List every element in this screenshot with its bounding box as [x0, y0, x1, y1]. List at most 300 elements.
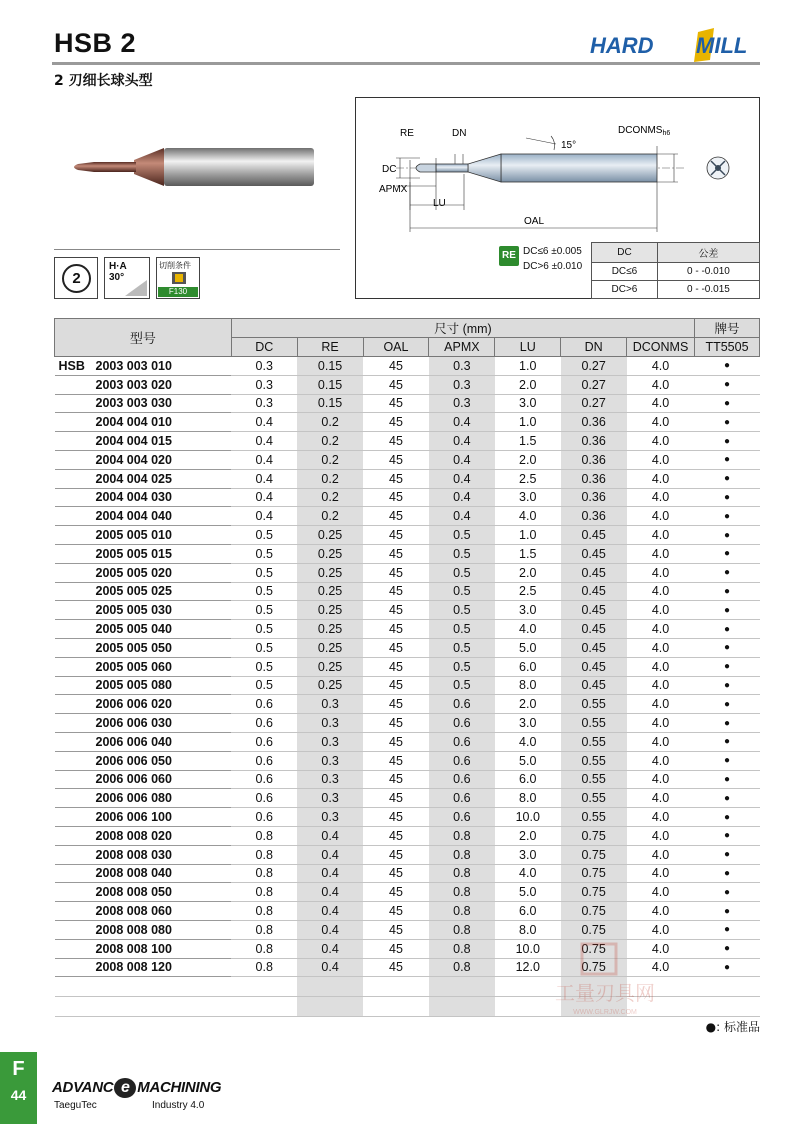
re-tolerance-cond: DC>6 — [523, 261, 549, 272]
flute-count-icon — [54, 257, 98, 299]
grade-availability-mark: ● — [695, 902, 760, 921]
re-cell: 0.4 — [297, 920, 363, 939]
dimensions-header: 尺寸 (mm) — [231, 319, 694, 338]
apmx-cell: 0.8 — [429, 939, 495, 958]
dc-cell: 0.8 — [231, 958, 297, 977]
dc-tolerance-table — [591, 242, 760, 299]
column-header-apmx: APMX — [429, 338, 495, 357]
dn-cell: 0.36 — [561, 413, 627, 432]
dc-cell: 0.5 — [231, 544, 297, 563]
table-row — [55, 469, 760, 488]
model-prefix: HSB — [58, 358, 85, 373]
dc-cell: 0.5 — [231, 620, 297, 639]
dconms-cell: 4.0 — [627, 375, 695, 394]
dn-cell: 0.45 — [561, 657, 627, 676]
lu-cell: 12.0 — [495, 958, 561, 977]
table-row — [55, 676, 760, 695]
label-angle: 15° — [561, 140, 577, 151]
dn-cell: 0.36 — [561, 488, 627, 507]
re-cell: 0.3 — [297, 751, 363, 770]
oal-cell: 45 — [363, 488, 429, 507]
dc-cell: 0.5 — [231, 638, 297, 657]
model-cell — [55, 526, 232, 545]
oal-cell: 45 — [363, 507, 429, 526]
footer-company: TaeguTec — [54, 1100, 97, 1111]
dconms-cell: 4.0 — [627, 582, 695, 601]
dconms-cell: 4.0 — [627, 357, 695, 376]
dconms-cell: 4.0 — [627, 695, 695, 714]
lu-cell: 6.0 — [495, 657, 561, 676]
dc-cell: 0.8 — [231, 920, 297, 939]
lu-cell: 4.0 — [495, 732, 561, 751]
grade-availability-mark: ● — [695, 770, 760, 789]
apmx-cell: 0.6 — [429, 789, 495, 808]
oal-cell: 45 — [363, 544, 429, 563]
dconms-cell: 4.0 — [627, 488, 695, 507]
model-code: 2006 006 100 — [95, 810, 172, 825]
page-section-letter: F — [12, 1058, 25, 1080]
dconms-cell: 4.0 — [627, 920, 695, 939]
lu-cell: 1.5 — [495, 544, 561, 563]
apmx-cell: 0.6 — [429, 751, 495, 770]
label-apmx: APMX — [379, 184, 408, 195]
table-row — [55, 544, 760, 563]
oal-cell: 45 — [363, 902, 429, 921]
dconms-cell: 4.0 — [627, 601, 695, 620]
model-cell — [55, 714, 232, 733]
re-cell: 0.2 — [297, 507, 363, 526]
dc-tolerance-cond: DC>6 — [592, 281, 658, 299]
lu-cell: 6.0 — [495, 770, 561, 789]
dconms-cell: 4.0 — [627, 450, 695, 469]
oal-cell: 45 — [363, 638, 429, 657]
grade-availability-mark: ● — [695, 526, 760, 545]
re-cell: 0.3 — [297, 808, 363, 827]
dn-cell: 0.75 — [561, 826, 627, 845]
tool-photo — [64, 118, 324, 218]
model-code: 2006 006 060 — [95, 772, 172, 787]
model-code: 2003 003 020 — [95, 377, 172, 392]
dn-cell: 0.55 — [561, 789, 627, 808]
re-tolerance-row — [523, 246, 582, 257]
dc-cell: 0.4 — [231, 413, 297, 432]
apmx-cell: 0.4 — [429, 450, 495, 469]
lu-cell: 1.5 — [495, 432, 561, 451]
oal-cell: 45 — [363, 770, 429, 789]
re-cell: 0.25 — [297, 620, 363, 639]
table-row — [55, 920, 760, 939]
lu-cell: 2.0 — [495, 450, 561, 469]
oal-cell: 45 — [363, 450, 429, 469]
oal-cell: 45 — [363, 958, 429, 977]
empty-cell — [55, 997, 232, 1017]
dconms-cell: 4.0 — [627, 432, 695, 451]
dconms-cell: 4.0 — [627, 902, 695, 921]
model-cell — [55, 920, 232, 939]
dconms-cell: 4.0 — [627, 770, 695, 789]
re-cell: 0.3 — [297, 789, 363, 808]
model-cell — [55, 676, 232, 695]
apmx-cell: 0.5 — [429, 544, 495, 563]
dc-tolerance-value: 0 - -0.010 — [657, 263, 759, 281]
grade-availability-mark: ● — [695, 751, 760, 770]
model-cell — [55, 488, 232, 507]
model-code: 2008 008 040 — [95, 866, 172, 881]
empty-cell — [363, 997, 429, 1017]
empty-cell — [297, 977, 363, 997]
model-cell — [55, 394, 232, 413]
grade-availability-mark: ● — [695, 676, 760, 695]
lu-cell: 10.0 — [495, 939, 561, 958]
hardmill-logo — [590, 26, 762, 64]
re-cell: 0.4 — [297, 958, 363, 977]
model-code: 2005 005 020 — [95, 565, 172, 580]
dn-cell: 0.45 — [561, 601, 627, 620]
dn-cell: 0.45 — [561, 582, 627, 601]
model-cell — [55, 695, 232, 714]
model-cell — [55, 432, 232, 451]
re-cell: 0.25 — [297, 582, 363, 601]
dc-cell: 0.4 — [231, 450, 297, 469]
lu-cell: 5.0 — [495, 883, 561, 902]
dn-cell: 0.36 — [561, 432, 627, 451]
table-row — [55, 695, 760, 714]
re-cell: 0.15 — [297, 375, 363, 394]
table-row — [55, 826, 760, 845]
apmx-cell: 0.4 — [429, 507, 495, 526]
lu-cell: 6.0 — [495, 902, 561, 921]
helix-wedge-icon — [125, 278, 147, 296]
oal-cell: 45 — [363, 413, 429, 432]
model-code: 2006 006 020 — [95, 697, 172, 712]
model-cell — [55, 751, 232, 770]
dn-cell: 0.55 — [561, 714, 627, 733]
grade-availability-mark: ● — [695, 375, 760, 394]
apmx-cell: 0.5 — [429, 620, 495, 639]
apmx-cell: 0.8 — [429, 920, 495, 939]
dn-cell: 0.45 — [561, 676, 627, 695]
model-cell — [55, 826, 232, 845]
dn-cell: 0.27 — [561, 394, 627, 413]
dc-cell: 0.6 — [231, 808, 297, 827]
empty-cell — [429, 997, 495, 1017]
dc-cell: 0.5 — [231, 601, 297, 620]
apmx-cell: 0.4 — [429, 413, 495, 432]
empty-cell — [695, 977, 760, 997]
dc-cell: 0.6 — [231, 789, 297, 808]
dc-cell: 0.6 — [231, 770, 297, 789]
model-code: 2004 004 040 — [95, 509, 172, 524]
oal-cell: 45 — [363, 469, 429, 488]
table-row — [55, 845, 760, 864]
apmx-cell: 0.6 — [429, 808, 495, 827]
apmx-cell: 0.6 — [429, 695, 495, 714]
re-cell: 0.25 — [297, 676, 363, 695]
page-subtitle: 2 刃细长球头型 — [54, 73, 153, 89]
lu-cell: 3.0 — [495, 714, 561, 733]
dc-cell: 0.5 — [231, 657, 297, 676]
flute-count: 2 — [62, 264, 91, 293]
re-cell: 0.25 — [297, 563, 363, 582]
model-cell — [55, 507, 232, 526]
apmx-cell: 0.6 — [429, 714, 495, 733]
logo-hard-text: HARD — [590, 33, 654, 58]
model-cell — [55, 544, 232, 563]
oal-cell: 45 — [363, 394, 429, 413]
dc-cell: 0.8 — [231, 864, 297, 883]
dconms-cell: 4.0 — [627, 789, 695, 808]
dc-cell: 0.5 — [231, 526, 297, 545]
standard-item-mark: ● — [705, 1020, 717, 1034]
logo-mill-text: MILL — [696, 33, 748, 58]
apmx-cell: 0.8 — [429, 864, 495, 883]
apmx-cell: 0.5 — [429, 657, 495, 676]
model-code: 2005 005 060 — [95, 659, 172, 674]
label-dc: DC — [382, 164, 397, 175]
dc-cell: 0.3 — [231, 394, 297, 413]
apmx-cell: 0.8 — [429, 826, 495, 845]
oal-cell: 45 — [363, 789, 429, 808]
re-cell: 0.4 — [297, 845, 363, 864]
model-cell — [55, 563, 232, 582]
table-row — [55, 526, 760, 545]
dn-cell: 0.75 — [561, 864, 627, 883]
dc-cell: 0.8 — [231, 939, 297, 958]
model-code: 2004 004 010 — [95, 415, 172, 430]
column-header-grade: TT5505 — [695, 338, 760, 357]
property-icons — [54, 257, 200, 301]
dc-tolerance-value: 0 - -0.015 — [657, 281, 759, 299]
tolerance-box — [495, 242, 760, 299]
grade-availability-mark: ● — [695, 714, 760, 733]
dn-cell: 0.36 — [561, 469, 627, 488]
grade-availability-mark: ● — [695, 657, 760, 676]
table-row — [55, 751, 760, 770]
table-row — [55, 582, 760, 601]
grade-availability-mark: ● — [695, 789, 760, 808]
label-lu: LU — [433, 198, 446, 209]
table-row — [55, 563, 760, 582]
dc-cell: 0.3 — [231, 375, 297, 394]
model-code: 2005 005 040 — [95, 622, 172, 637]
dn-cell: 0.75 — [561, 939, 627, 958]
model-cell — [55, 620, 232, 639]
dn-cell: 0.27 — [561, 357, 627, 376]
grade-availability-mark: ● — [695, 582, 760, 601]
dconms-cell: 4.0 — [627, 563, 695, 582]
table-row — [55, 864, 760, 883]
column-header-re: RE — [297, 338, 363, 357]
dn-cell: 0.45 — [561, 526, 627, 545]
dconms-cell: 4.0 — [627, 958, 695, 977]
model-cell — [55, 958, 232, 977]
lu-cell: 4.0 — [495, 507, 561, 526]
model-cell — [55, 413, 232, 432]
dconms-cell: 4.0 — [627, 826, 695, 845]
model-code: 2003 003 030 — [95, 396, 172, 411]
model-code: 2005 005 050 — [95, 640, 172, 655]
oal-cell: 45 — [363, 883, 429, 902]
model-code: 2008 008 060 — [95, 904, 172, 918]
oal-cell: 45 — [363, 826, 429, 845]
legend-text: : 标准品 — [716, 1020, 760, 1034]
column-header-dn: DN — [561, 338, 627, 357]
model-code: 2008 008 080 — [95, 922, 172, 937]
footer-logo-left: ADVANC — [52, 1079, 114, 1096]
model-cell — [55, 357, 232, 376]
dn-cell: 0.55 — [561, 808, 627, 827]
tolerance-header: 公差 — [657, 243, 759, 263]
empty-cell — [55, 977, 232, 997]
footer-logo-text — [52, 1078, 221, 1098]
label-oal: OAL — [524, 216, 545, 227]
spec-table-body — [55, 357, 760, 1017]
model-code: 2003 003 010 — [95, 358, 172, 373]
oal-cell: 45 — [363, 676, 429, 695]
dc-cell: 0.8 — [231, 845, 297, 864]
model-code: 2004 004 025 — [95, 471, 172, 486]
table-row — [55, 620, 760, 639]
model-cell — [55, 845, 232, 864]
empty-cell — [429, 977, 495, 997]
model-code: 2008 008 030 — [95, 847, 172, 862]
dc-cell: 0.6 — [231, 732, 297, 751]
lu-cell: 10.0 — [495, 808, 561, 827]
photo-divider — [54, 249, 340, 250]
grade-availability-mark: ● — [695, 357, 760, 376]
apmx-cell: 0.4 — [429, 432, 495, 451]
dc-cell: 0.4 — [231, 469, 297, 488]
grade-availability-mark: ● — [695, 394, 760, 413]
apmx-cell: 0.8 — [429, 883, 495, 902]
re-cell: 0.25 — [297, 601, 363, 620]
oal-cell: 45 — [363, 845, 429, 864]
table-row — [55, 432, 760, 451]
table-row — [55, 450, 760, 469]
re-cell: 0.3 — [297, 714, 363, 733]
page-number: 44 — [10, 1087, 27, 1103]
dc-cell: 0.8 — [231, 883, 297, 902]
helix-angle-icon — [104, 257, 150, 299]
apmx-cell: 0.5 — [429, 601, 495, 620]
empty-cell — [363, 977, 429, 997]
lu-cell: 3.0 — [495, 488, 561, 507]
re-cell: 0.25 — [297, 526, 363, 545]
dconms-cell: 4.0 — [627, 638, 695, 657]
apmx-cell: 0.4 — [429, 469, 495, 488]
dc-cell: 0.4 — [231, 432, 297, 451]
lu-cell: 2.0 — [495, 826, 561, 845]
dn-cell: 0.45 — [561, 544, 627, 563]
grade-availability-mark: ● — [695, 958, 760, 977]
dc-cell: 0.6 — [231, 751, 297, 770]
footer-logo-right: MACHINING — [137, 1079, 222, 1096]
legend — [706, 1018, 760, 1035]
table-row — [55, 413, 760, 432]
label-re: RE — [400, 128, 414, 139]
lu-cell: 1.0 — [495, 413, 561, 432]
lu-cell: 3.0 — [495, 394, 561, 413]
column-header-oal: OAL — [363, 338, 429, 357]
column-header-lu: LU — [495, 338, 561, 357]
label-dconms-name: DCONMS — [618, 125, 663, 136]
oal-cell: 45 — [363, 563, 429, 582]
table-row — [55, 732, 760, 751]
dn-cell: 0.45 — [561, 620, 627, 639]
apmx-cell: 0.3 — [429, 375, 495, 394]
lu-cell: 8.0 — [495, 789, 561, 808]
lu-cell: 5.0 — [495, 751, 561, 770]
table-row — [55, 902, 760, 921]
apmx-cell: 0.5 — [429, 563, 495, 582]
model-code: 2004 004 020 — [95, 452, 172, 467]
model-code: 2005 005 030 — [95, 603, 172, 618]
re-cell: 0.4 — [297, 902, 363, 921]
helix-angle-value: 30° — [109, 272, 125, 283]
end-view-icon — [707, 157, 729, 179]
dn-cell: 0.36 — [561, 507, 627, 526]
model-cell — [55, 450, 232, 469]
model-code: 2006 006 030 — [95, 716, 172, 731]
re-tolerance-value: ±0.005 — [551, 246, 582, 257]
table-row — [55, 714, 760, 733]
re-cell: 0.3 — [297, 770, 363, 789]
grade-availability-mark: ● — [695, 845, 760, 864]
dc-cell: 0.8 — [231, 826, 297, 845]
apmx-cell: 0.5 — [429, 676, 495, 695]
lu-cell: 2.0 — [495, 375, 561, 394]
lu-cell: 8.0 — [495, 920, 561, 939]
dc-cell: 0.4 — [231, 488, 297, 507]
model-code: 2006 006 050 — [95, 753, 172, 768]
re-tolerance-cond: DC≤6 — [523, 246, 549, 257]
re-cell: 0.25 — [297, 638, 363, 657]
empty-cell — [297, 997, 363, 1017]
model-code: 2005 005 010 — [95, 528, 172, 543]
model-cell — [55, 939, 232, 958]
column-header-dc: DC — [231, 338, 297, 357]
re-cell: 0.2 — [297, 469, 363, 488]
dn-cell: 0.75 — [561, 845, 627, 864]
grade-availability-mark: ● — [695, 826, 760, 845]
dn-cell: 0.55 — [561, 751, 627, 770]
oal-cell: 45 — [363, 432, 429, 451]
model-cell — [55, 375, 232, 394]
table-row — [55, 638, 760, 657]
grade-availability-mark: ● — [695, 469, 760, 488]
dc-cell: 0.5 — [231, 582, 297, 601]
cutting-condition-icon[interactable] — [156, 257, 200, 299]
table-row — [55, 601, 760, 620]
dn-cell: 0.36 — [561, 450, 627, 469]
re-cell: 0.2 — [297, 432, 363, 451]
page-title: HSB 2 — [54, 28, 137, 58]
model-cell — [55, 789, 232, 808]
empty-cell — [695, 997, 760, 1017]
grade-availability-mark: ● — [695, 563, 760, 582]
label-dconms — [618, 125, 670, 137]
model-cell — [55, 469, 232, 488]
grade-availability-mark: ● — [695, 695, 760, 714]
dn-cell: 0.55 — [561, 695, 627, 714]
apmx-cell: 0.5 — [429, 526, 495, 545]
lu-cell: 2.5 — [495, 582, 561, 601]
re-cell: 0.2 — [297, 488, 363, 507]
oal-cell: 45 — [363, 582, 429, 601]
dn-cell: 0.75 — [561, 958, 627, 977]
table-row — [55, 357, 760, 376]
grade-availability-mark: ● — [695, 920, 760, 939]
